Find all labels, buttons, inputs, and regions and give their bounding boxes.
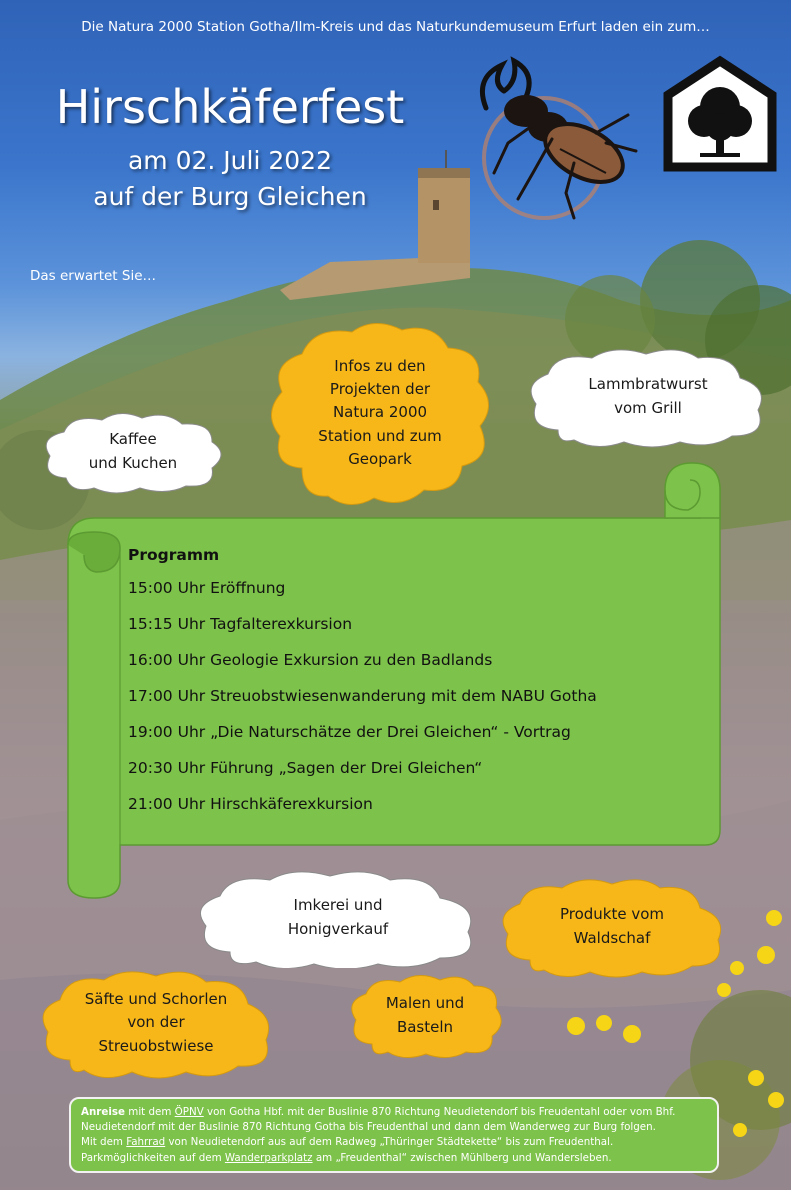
program-list [128, 546, 597, 830]
cloud-malen [344, 970, 506, 1060]
cloud-waldschaf-line: Waldschaf [573, 929, 651, 947]
event-title: Hirschkäferfest [55, 80, 405, 134]
cloud-imkerei [190, 866, 486, 968]
cloud-infos-line: Projekten der [329, 380, 431, 399]
program-item: 20:30 Uhr Führung „Sagen der Drei Gleichen“ [128, 759, 483, 777]
travel-info-line [81, 1135, 707, 1150]
cloud-lamm-line: Lammbratwurst [588, 375, 708, 393]
program-item: 16:00 Uhr Geologie Exkursion zu den Badlands [128, 651, 493, 669]
program-item: 17:00 Uhr Streuobstwiesenwanderung mit dem NABU Gotha [128, 687, 597, 705]
cloud-imkerei-line: Imkerei und [293, 896, 383, 914]
cloud-infos-line: Geopark [348, 449, 412, 468]
cloud-lamm [522, 344, 774, 448]
fahrrad-link[interactable]: Fahrrad [126, 1136, 166, 1149]
cloud-kaffee [36, 408, 230, 494]
invitation-header: Die Natura 2000 Station Gotha/Ilm-Kreis und das Naturkundemuseum Erfurt laden ein zum… [81, 19, 710, 35]
stag-beetle-icon [456, 53, 646, 223]
cloud-lamm-line: vom Grill [614, 399, 682, 417]
cloud-kaffee-line: Kaffee [109, 430, 157, 448]
travel-info-line [81, 1105, 707, 1120]
travel-info-text: von Neudietendorf aus auf dem Radweg „Thüringer Städtekette“ bis zum Freudenthal. [165, 1136, 614, 1149]
travel-info-box [69, 1097, 719, 1173]
oepnv-link[interactable]: ÖPNV [174, 1106, 204, 1118]
cloud-saefte-line: Streuobstwiese [98, 1036, 214, 1055]
intro-text: Das erwartet Sie… [30, 268, 157, 284]
travel-info-text: von Gotha Hbf. mit der Buslinie 870 Richtung Neudietendorf bis Freudentahl oder vom Bhf. [203, 1106, 676, 1118]
program-heading: Programm [128, 546, 220, 564]
cloud-imkerei-line: Honigverkauf [287, 920, 389, 938]
travel-info-label: Anreise [81, 1106, 126, 1118]
cloud-infos-line: Natura 2000 [332, 403, 428, 422]
cloud-infos-line: Infos zu den [334, 356, 426, 375]
program-item: 15:00 Uhr Eröffnung [128, 579, 286, 597]
cloud-malen-line: Basteln [396, 1018, 454, 1036]
cloud-saefte-line: von der [127, 1013, 185, 1032]
natura-house-tree-logo-icon [660, 55, 780, 175]
cloud-infos-line: Station und zum [318, 426, 442, 445]
program-item: 15:15 Uhr Tagfalterexkursion [128, 615, 353, 633]
program-item: 21:00 Uhr Hirschkäferexkursion [128, 795, 373, 813]
event-date: am 02. Juli 2022 [127, 146, 332, 175]
cloud-kaffee-line: und Kuchen [88, 454, 178, 472]
wanderparkplatz-link[interactable]: Wanderparkplatz [224, 1151, 313, 1164]
travel-info-text: am „Freudenthal“ zwischen Mühlberg und Wandersleben. [312, 1151, 612, 1164]
program-item: 19:00 Uhr „Die Naturschätze der Drei Gleichen“ - Vortrag [128, 723, 571, 741]
cloud-saefte-line: Säfte und Schorlen [84, 990, 228, 1009]
travel-info-line [81, 1151, 707, 1166]
travel-info-text: Mit dem [81, 1136, 127, 1149]
travel-info-text: mit dem [125, 1106, 175, 1118]
cloud-saefte [34, 966, 278, 1080]
cloud-waldschaf-line: Produkte vom [559, 905, 665, 923]
cloud-malen-line: Malen und [385, 994, 465, 1012]
event-location: auf der Burg Gleichen [93, 182, 367, 211]
travel-info-line: Neudietendorf mit der Buslinie 870 Richtung Gotha bis Freudenthal und dann dem Wanderweg zur Burg folgen. [81, 1121, 656, 1134]
cloud-waldschaf [494, 874, 730, 978]
travel-info-text: Parkmöglichkeiten auf dem [81, 1151, 225, 1164]
cloud-infos [262, 318, 498, 508]
